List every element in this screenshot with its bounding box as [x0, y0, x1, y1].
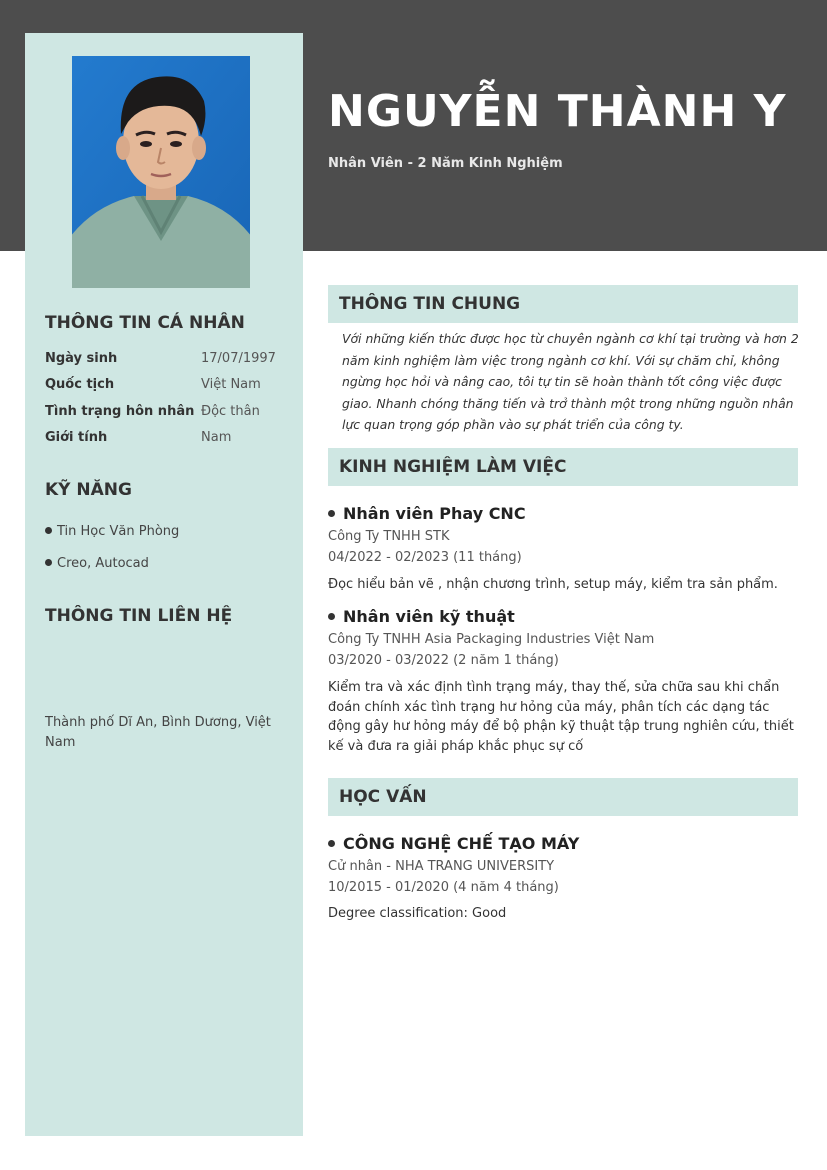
education-major-text: CÔNG NGHỆ CHẾ TẠO MÁY — [343, 834, 580, 853]
education-section-bar — [328, 778, 798, 816]
job-description: Đọc hiểu bản vẽ , nhận chương trình, setup máy, kiểm tra sản phẩm. — [328, 577, 778, 592]
job-title-text: Nhân viên Phay CNC — [343, 504, 526, 523]
experience-heading: KINH NGHIỆM LÀM VIỆC — [339, 457, 567, 477]
skill-label: Creo, Autocad — [57, 556, 149, 571]
personal-info-heading: THÔNG TIN CÁ NHÂN — [45, 313, 245, 333]
skill-item — [45, 524, 179, 539]
contact-address: Thành phố Dĩ An, Bình Dương, Việt Nam — [45, 715, 271, 750]
general-summary: Với những kiến thức được học từ chuyên ngành cơ khí tại trường và hơn 2 năm kinh nghiệm làm việc trong ngành cơ khí. Với sự chăm chỉ, không ngừng học hỏi và nâng cao, tôi tự tin sẽ hoàn thành tốt công việc được giao. Nhanh chóng thăng tiến và trở thành một trong những nguồn nhân lực quan trọng góp phần vào sự phát triển của công ty. — [342, 331, 799, 432]
job-description: Kiểm tra và xác định tình trạng máy, thay thế, sửa chữa sau khi chẩn đoán chính xác tình trạng hư hỏng của máy, phân tích các dạng tác động gây hư hỏng máy để bộ phận kỹ thuật tập trung nghiên cứu, thiết kế và đưa ra giải pháp khắc phục sự cố — [328, 680, 794, 754]
general-section-bar — [328, 285, 798, 323]
candidate-subtitle: Nhân Viên - 2 Năm Kinh Nghiệm — [328, 156, 563, 171]
experience-section-bar — [328, 448, 798, 486]
bullet-icon — [328, 840, 335, 847]
gender-value: Nam — [201, 430, 232, 445]
marital-status-value: Độc thân — [201, 404, 260, 419]
job-company: Công Ty TNHH Asia Packaging Industries Việt Nam — [328, 632, 655, 647]
education-degree: Cử nhân - NHA TRANG UNIVERSITY — [328, 859, 555, 874]
bullet-icon — [45, 527, 52, 534]
bullet-icon — [328, 510, 335, 517]
education-period: 10/2015 - 01/2020 (4 năm 4 tháng) — [328, 880, 559, 895]
nationality-label: Quốc tịch — [45, 377, 115, 392]
contact-heading: THÔNG TIN LIÊN HỆ — [45, 606, 233, 626]
marital-status-label: Tình trạng hôn nhân — [45, 404, 195, 419]
job-title — [328, 607, 515, 626]
education-major — [328, 834, 579, 853]
gender-label: Giới tính — [45, 430, 108, 445]
candidate-name: NGUYỄN THÀNH Y — [328, 86, 787, 137]
general-heading: THÔNG TIN CHUNG — [339, 294, 521, 314]
education-classification: Degree classification: Good — [328, 906, 507, 921]
job-title-text: Nhân viên kỹ thuật — [343, 607, 515, 626]
skill-label: Tin Học Văn Phòng — [57, 524, 180, 539]
education-heading: HỌC VẤN — [339, 787, 427, 807]
skill-item — [45, 556, 149, 571]
portrait-illustration — [72, 56, 250, 288]
skills-heading: KỸ NĂNG — [45, 480, 132, 500]
profile-photo — [72, 56, 250, 288]
birthdate-value: 17/07/1997 — [201, 351, 276, 366]
bullet-icon — [45, 559, 52, 566]
job-period: 03/2020 - 03/2022 (2 năm 1 tháng) — [328, 653, 559, 668]
job-title — [328, 504, 526, 523]
birthdate-label: Ngày sinh — [45, 351, 118, 366]
job-company: Công Ty TNHH STK — [328, 529, 450, 544]
nationality-value: Việt Nam — [201, 377, 261, 392]
job-period: 04/2022 - 02/2023 (11 tháng) — [328, 550, 522, 565]
bullet-icon — [328, 613, 335, 620]
